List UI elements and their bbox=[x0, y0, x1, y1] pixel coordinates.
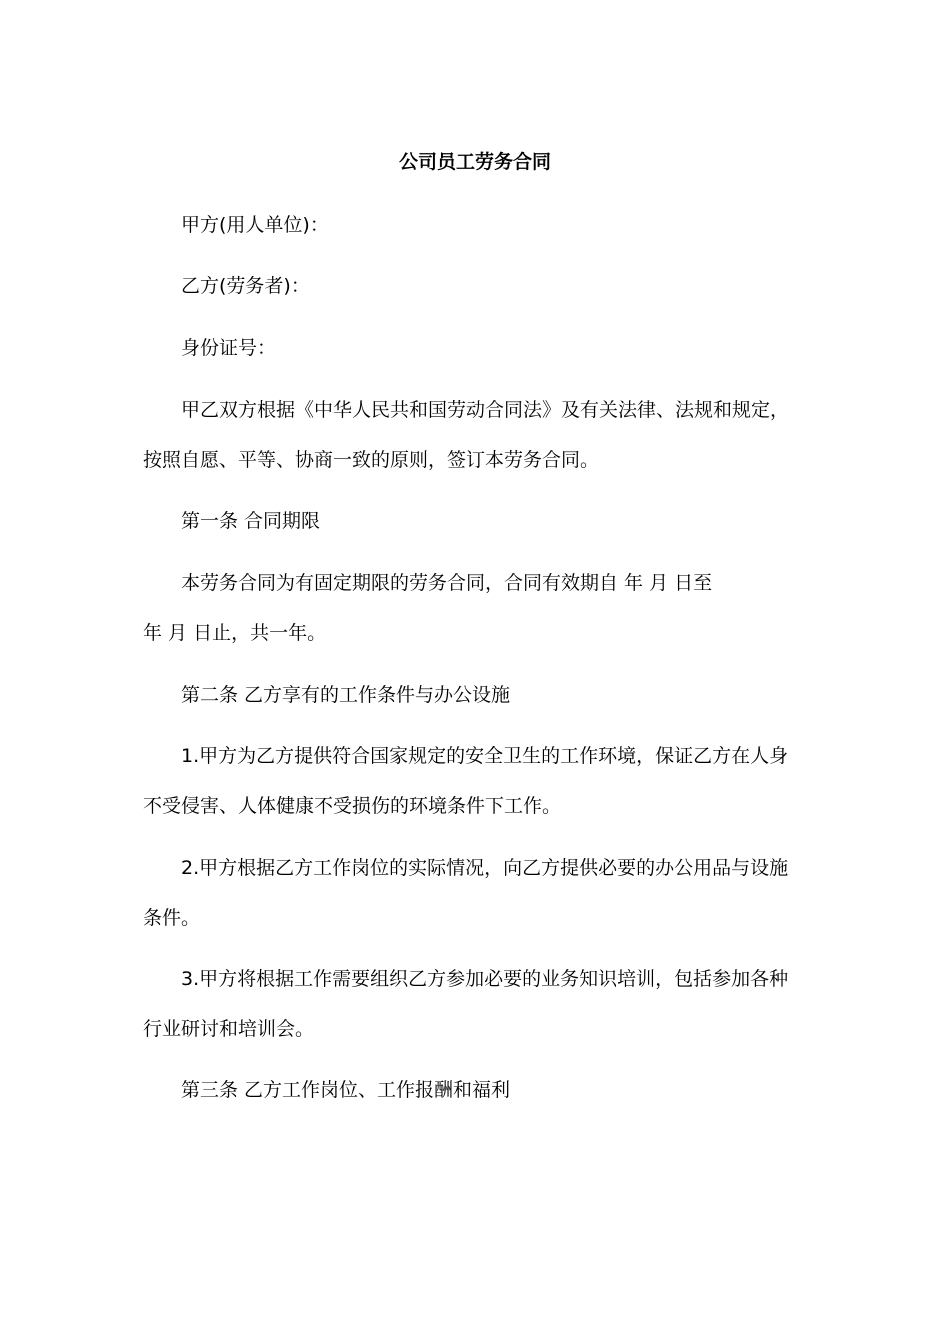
party-b-label: 乙方(劳务者)： bbox=[181, 275, 310, 297]
party-a-label: 甲方(用人单位)： bbox=[181, 214, 329, 236]
id-number-label: 身份证号： bbox=[181, 337, 277, 359]
article-2-item-3-line-1: 3.甲方将根据工作需要组织乙方参加必要的业务知识培训，包括参加各种 bbox=[181, 968, 789, 990]
contract-title: 公司员工劳务合同 bbox=[398, 151, 551, 173]
article-2-item-2-line-1: 2.甲方根据乙方工作岗位的实际情况，向乙方提供必要的办公用品与设施 bbox=[181, 857, 789, 879]
article-2-item-1-line-2: 不受侵害、人体健康不受损伤的环境条件下工作。 bbox=[143, 795, 562, 817]
article-2-item-2-line-2: 条件。 bbox=[143, 907, 201, 929]
article-2-item-1-line-1: 1.甲方为乙方提供符合国家规定的安全卫生的工作环境，保证乙方在人身 bbox=[181, 745, 789, 767]
article-2-heading: 第二条 乙方享有的工作条件与办公设施 bbox=[181, 684, 511, 706]
article-1-line-2: 年 月 日止，共一年。 bbox=[143, 622, 327, 644]
preamble-line-2: 按照自愿、平等、协商一致的原则，签订本劳务合同。 bbox=[143, 449, 600, 471]
article-3-heading: 第三条 乙方工作岗位、工作报酬和福利 bbox=[181, 1079, 511, 1101]
preamble-line-1: 甲乙双方根据《中华人民共和国劳动合同法》及有关法律、法规和规定， bbox=[181, 399, 790, 421]
article-1-line-1: 本劳务合同为有固定期限的劳务合同，合同有效期自 年 月 日至 bbox=[181, 572, 713, 594]
article-2-item-3-line-2: 行业研讨和培训会。 bbox=[143, 1018, 315, 1040]
article-1-heading: 第一条 合同期限 bbox=[181, 510, 321, 532]
